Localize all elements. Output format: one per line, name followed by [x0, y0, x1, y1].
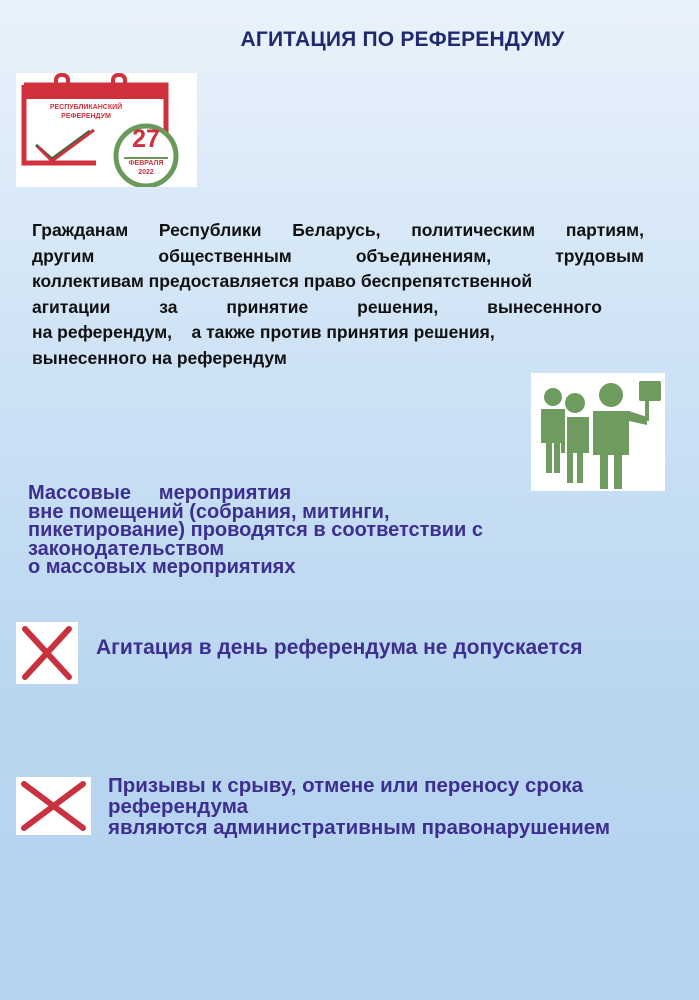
mass-events-line: Массовые мероприятия — [28, 482, 292, 504]
mass-events-line: пикетирование) проводятся в соответствии с — [28, 519, 483, 541]
disruption-line: являются административным правонарушением — [108, 816, 610, 839]
intro-line: вынесенного на референдум — [32, 347, 287, 368]
disruption-line: Призывы к срыву, отмене или переносу срока — [108, 774, 584, 797]
logo-year: 2022 — [138, 169, 154, 176]
intro-line: коллективам предоставляется право беспрепятственной — [32, 271, 533, 292]
intro-line: другим общественным объединениям, трудовым — [32, 245, 644, 266]
mass-events-paragraph — [28, 484, 598, 577]
people-with-placard-icon — [531, 373, 665, 491]
disruption-line: референдума — [108, 795, 248, 818]
logo-month: ФЕВРАЛЯ — [128, 160, 164, 167]
intro-paragraph — [32, 218, 644, 372]
mass-events-line: вне помещений (собрания, митинги, — [28, 500, 390, 523]
no-agitation-notice: Агитация в день референдума не допускается — [96, 636, 583, 659]
intro-line: агитации за принятие решения, вынесенного — [32, 296, 602, 317]
disruption-calls-notice — [108, 775, 693, 838]
page-title: АГИТАЦИЯ ПО РЕФЕРЕНДУМУ — [240, 28, 565, 51]
mass-events-line: о массовых мероприятиях — [28, 556, 296, 578]
red-cross-icon — [16, 622, 78, 684]
referendum-logo — [16, 73, 197, 187]
logo-day: 27 — [132, 125, 160, 153]
logo-line-1: РЕСПУБЛИКАНСКИЙ — [49, 104, 123, 111]
red-cross-icon — [16, 777, 91, 835]
logo-line-2: РЕФЕРЕНДУМ — [61, 113, 111, 120]
intro-line: на референдум, а также против принятия решения, — [32, 322, 495, 343]
intro-line: Гражданам Республики Беларусь, политическим партиям, — [32, 220, 644, 240]
mass-events-line: законодательством — [28, 537, 225, 560]
